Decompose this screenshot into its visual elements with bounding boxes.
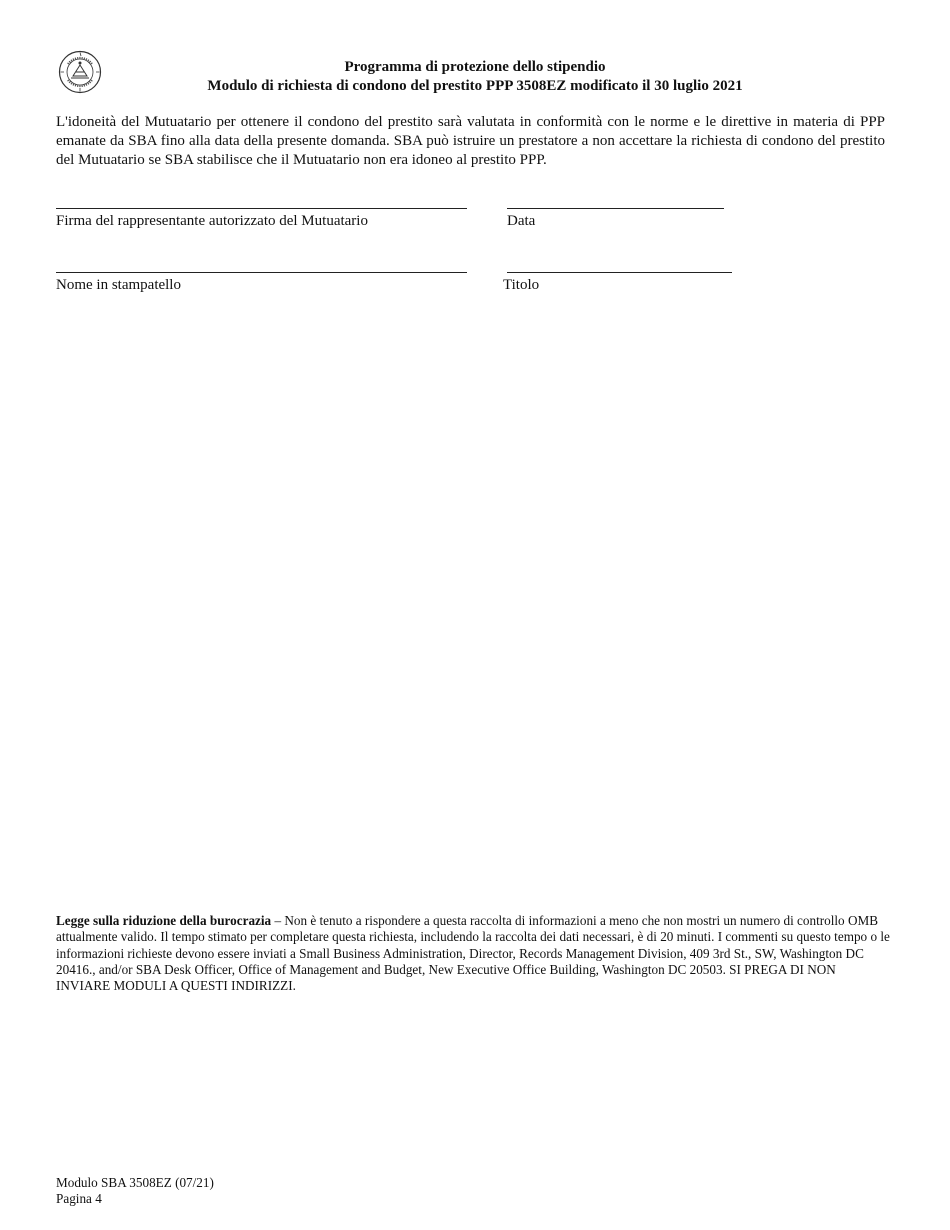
printed-name-line[interactable]: [56, 272, 467, 273]
page-number: Pagina 4: [56, 1191, 102, 1206]
title-line[interactable]: [507, 272, 732, 273]
signature-label: Firma del rappresentante autorizzato del Mutuatario: [56, 213, 368, 229]
program-title: Programma di protezione dello stipendio: [344, 59, 606, 75]
form-header: [0, 58, 950, 96]
date-line[interactable]: [507, 208, 724, 209]
title-label: Titolo: [503, 277, 540, 293]
form-id: Modulo SBA 3508EZ (07/21): [56, 1175, 214, 1190]
eligibility-paragraph: L'idoneità del Mutuatario per ottenere il condono del prestito sarà valutata in conformità con le norme e le direttive in materia di PPP emanate da SBA fino alla data della presente domanda. SBA può istruire un prestatore a non accettare la richiesta di condono del prestito del Mutuatario se SBA stabilisce che il Mutuatario non era idoneo al prestito PPP.: [56, 114, 885, 168]
signature-line[interactable]: [56, 208, 467, 209]
paperwork-heading: Legge sulla riduzione della burocrazia: [56, 913, 272, 928]
paperwork-reduction-notice: [56, 913, 890, 994]
form-title: Modulo di richiesta di condono del prestito PPP 3508EZ modificato il 30 luglio 2021: [207, 78, 743, 94]
paperwork-body: – Non è tenuto a rispondere a questa raccolta di informazioni a meno che non mostri un numero di controllo OMB attualmente valido. Il tempo stimato per completare questa richiesta, includendo la raccolta dei dati necessari, è di 20 minuti. I commenti su questo tempo o le informazioni richieste devono essere inviati a Small Business Administration, Director, Records Management Division, 409 3rd St., SW, Washington DC 20416., and/or SBA Desk Officer, Office of Management and Budget, New Executive Office Building, Washington DC 20503. SI PREGA DI NON INVIARE MODULI A QUESTI INDIRIZZI.: [56, 913, 890, 994]
printed-name-label: Nome in stampatello: [56, 277, 181, 293]
page-footer: [56, 1175, 214, 1207]
date-label: Data: [507, 213, 536, 229]
